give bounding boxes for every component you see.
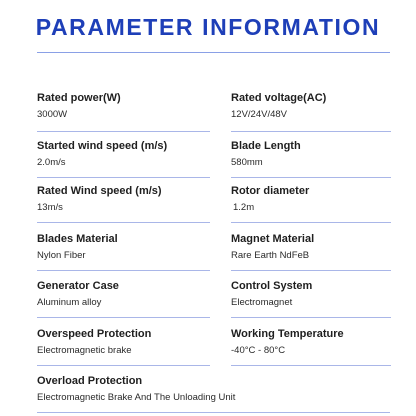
param-overload-protection (37, 375, 397, 404)
param-label: Rotor diameter (231, 185, 310, 197)
param-label: Magnet Material (231, 233, 315, 245)
row-divider (231, 177, 391, 178)
param-label: Working Temperature (231, 328, 344, 340)
row-divider (37, 222, 210, 223)
row-divider (37, 317, 210, 318)
row-divider (231, 270, 391, 271)
param-label: Rated voltage(AC) (231, 92, 327, 104)
param-value: Electromagnet (231, 297, 293, 308)
param-label: Generator Case (37, 280, 119, 292)
param-rotor-diameter (231, 185, 401, 214)
row-divider (37, 365, 210, 366)
param-value: Rare Earth NdFeB (231, 250, 310, 261)
param-label: Control System (231, 280, 313, 292)
param-rated-voltage (231, 92, 401, 121)
page-title: PARAMETER INFORMATION (35, 14, 381, 40)
param-value: 12V/24V/48V (231, 109, 287, 120)
row-divider (37, 131, 210, 132)
param-value: 580mm (231, 157, 263, 168)
param-rated-wind-speed (37, 185, 217, 214)
param-label: Overspeed Protection (37, 328, 152, 340)
param-value: Electromagnetic brake (37, 345, 132, 356)
row-divider (231, 365, 391, 366)
param-label: Rated power(W) (37, 92, 121, 104)
row-divider (37, 270, 210, 271)
param-control-system (231, 280, 401, 309)
param-value: 1.2m (233, 202, 255, 213)
param-value: Aluminum alloy (37, 297, 102, 308)
param-label: Started wind speed (m/s) (37, 140, 168, 152)
param-value: Nylon Fiber (37, 250, 86, 261)
title-divider (37, 52, 390, 53)
param-started-wind-speed (37, 140, 217, 169)
row-divider (231, 131, 391, 132)
param-value: -40°C - 80°C (231, 345, 286, 356)
param-value: 3000W (37, 109, 68, 120)
param-label: Rated Wind speed (m/s) (37, 185, 162, 197)
row-divider (37, 412, 390, 413)
param-blades-material (37, 233, 217, 262)
param-value: 13m/s (37, 202, 63, 213)
param-rated-power (37, 92, 217, 121)
param-label: Blades Material (37, 233, 118, 245)
param-overspeed-protection (37, 328, 217, 357)
param-value: Electromagnetic Brake And The Unloading Unit (37, 392, 236, 403)
param-working-temperature (231, 328, 401, 357)
param-label: Overload Protection (37, 375, 143, 387)
param-generator-case (37, 280, 217, 309)
param-blade-length (231, 140, 401, 169)
row-divider (231, 222, 391, 223)
param-value: 2.0m/s (37, 157, 66, 168)
row-divider (37, 177, 210, 178)
param-magnet-material (231, 233, 401, 262)
param-label: Blade Length (231, 140, 301, 152)
row-divider (231, 317, 391, 318)
